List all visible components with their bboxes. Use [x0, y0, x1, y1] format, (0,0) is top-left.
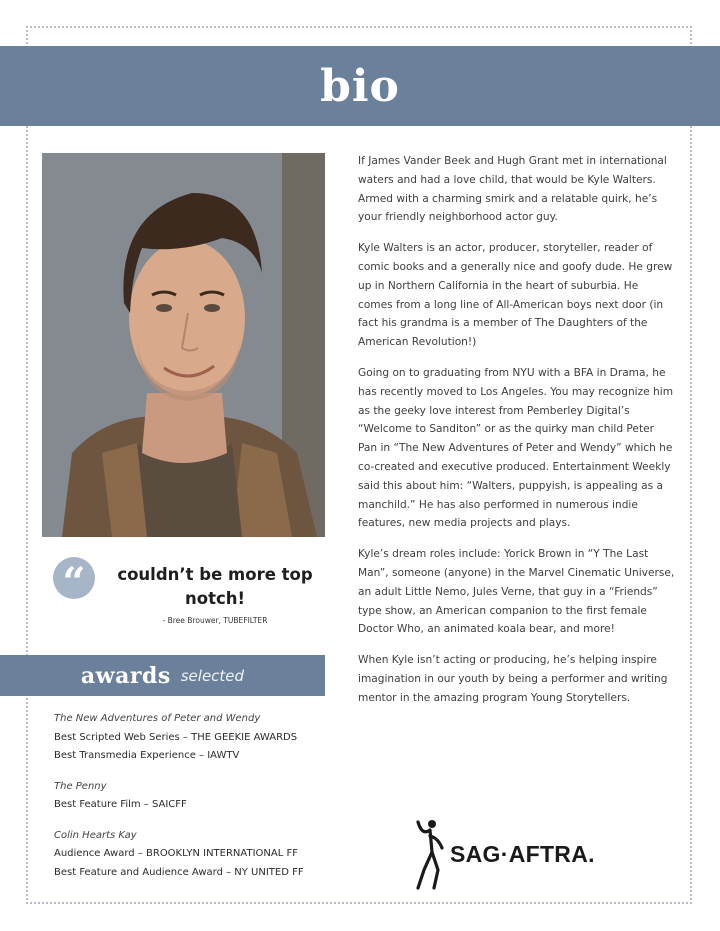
- awards-subtitle: selected: [180, 666, 245, 685]
- bio-text: [358, 152, 676, 720]
- quote-icon: “: [53, 557, 95, 599]
- awards-list: [54, 710, 334, 894]
- page-title: bio: [320, 60, 400, 112]
- header-banner: [0, 46, 720, 126]
- awards-title: awards: [80, 662, 171, 689]
- award-work-title: Colin Hearts Kay: [54, 829, 137, 841]
- bio-paragraph: If James Vander Beek and Hugh Grant met in international waters and had a love child, that would be Kyle Walters. Armed with a charming smirk and a relatable quirk, he’s your friendly neighborhood actor guy.: [358, 155, 667, 224]
- award-item: Audience Award – BROOKLYN INTERNATIONAL FF: [54, 848, 298, 859]
- figure-icon: [412, 818, 446, 890]
- sag-aftra-logo: [412, 818, 612, 890]
- awards-banner: [0, 655, 325, 696]
- award-work-title: The New Adventures of Peter and Wendy: [54, 713, 261, 724]
- bio-paragraph: When Kyle isn’t acting or producing, he’s helping inspire imagination in our youth by being a performer and writing mentor in the amazing program Young Storytellers.: [358, 654, 668, 704]
- award-item: Best Transmedia Experience – IAWTV: [54, 750, 240, 761]
- bio-paragraph: Kyle’s dream roles include: Yorick Brown in “Y The Last Man”, someone (anyone) in the Marvel Cinematic Universe, an adult Little Nemo, Jules Verne, that guy in a “Friends” type show, an American companion to the first female Doctor Who, an animated koala bear, and more!: [358, 548, 675, 636]
- award-group: [54, 710, 334, 766]
- logo-text: SAG·AFTRA.: [450, 840, 595, 867]
- bio-paragraph: Going on to graduating from NYU with a BFA in Drama, he has recently moved to Los Angeles. You may recognize him as the geeky love interest from Pemberley Digital’s “Welcome to Sanditon” or as the quirky man child Peter Pan in “The New Adventures of Peter and Wendy” which he co-created and executive produced. Entertainment Weekly said this about him: “Walters, puppyish, is appealing as a manchild.” He has also performed in numerous indie features, new media projects and plays.: [358, 366, 674, 530]
- award-item: Best Feature Film – SAICFF: [54, 799, 187, 810]
- bio-paragraph: Kyle Walters is an actor, producer, storyteller, reader of comic books and a generally nice and goofy dude. He grew up in Northern California in the heart of suburbia. He comes from a long line of All-American boys next door (in fact his grandma is a member of The Daughters of the American Revolution!): [358, 242, 673, 349]
- award-item: Best Feature and Audience Award – NY UNITED FF: [54, 866, 304, 878]
- press-quote: couldn’t be more top notch!: [117, 565, 313, 608]
- award-item: Best Scripted Web Series – THE GEEKIE AWARDS: [54, 731, 298, 743]
- award-work-title: The Penny: [54, 780, 107, 792]
- award-group: [54, 827, 334, 883]
- quote-source: - Bree Brouwer, TUBEFILTER: [162, 616, 268, 625]
- award-group: [54, 778, 334, 815]
- headshot-photo: [42, 153, 325, 537]
